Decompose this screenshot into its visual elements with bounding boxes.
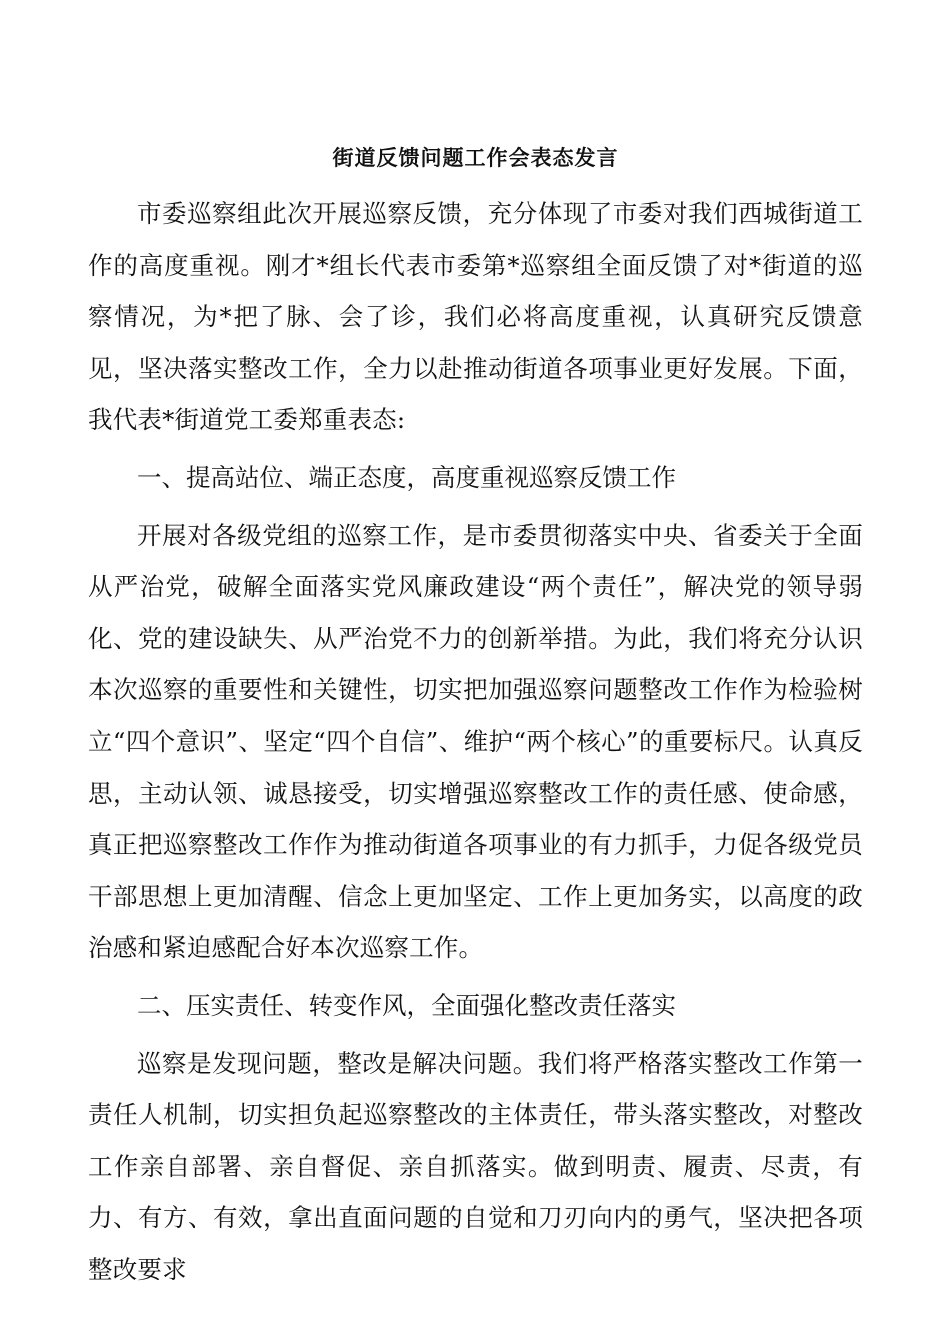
section-1-heading: 一、提高站位、端正态度，高度重视巡察反馈工作 [137,462,676,492]
intro-paragraph: 市委巡察组此次开展巡察反馈，充分体现了市委对我们西城街道工作的高度重视。刚才*组长代表市委第*巡察组全面反馈了对*街道的巡察情况，为*把了脉、会了诊，我们必将高度重视，认真研究反馈意见，坚决落实整改工作，全力以赴推动街道各项事业更好发展。下面，我代表*街道党工委郑重表态: [88,199,863,435]
section-2-heading: 二、压实责任、转变作风，全面强化整改责任落实 [137,990,676,1020]
document-title: 街道反馈问题工作会表态发言 [332,145,619,170]
section-1-paragraph: 开展对各级党组的巡察工作，是市委贯彻落实中央、省委关于全面从严治党，破解全面落实党风廉政建设“两个责任”，解决党的领导弱化、党的建设缺失、从严治党不力的创新举措。为此，我们将充分认识本次巡察的重要性和关键性，切实把加强巡察问题整改工作作为检验树立“四个意识”、坚定“四个自信”、维护“两个核心”的重要标尺。认真反思，主动认领、诚恳接受，切实增强巡察整改工作的责任感、使命感，真正把巡察整改工作作为推动街道各项事业的有力抓手，力促各级党员干部思想上更加清醒、信念上更加坚定、工作上更加务实，以高度的政治感和紧迫感配合好本次巡察工作。 [88,520,863,963]
section-2-paragraph: 巡察是发现问题，整改是解决问题。我们将严格落实整改工作第一责任人机制，切实担负起巡察整改的主体责任，带头落实整改，对整改工作亲自部署、亲自督促、亲自抓落实。做到明责、履责、尽责，有力、有方、有效，拿出直面问题的自觉和刀刃向内的勇气，坚决把各项整改要求 [88,1048,863,1284]
document-page [88,140,863,1295]
